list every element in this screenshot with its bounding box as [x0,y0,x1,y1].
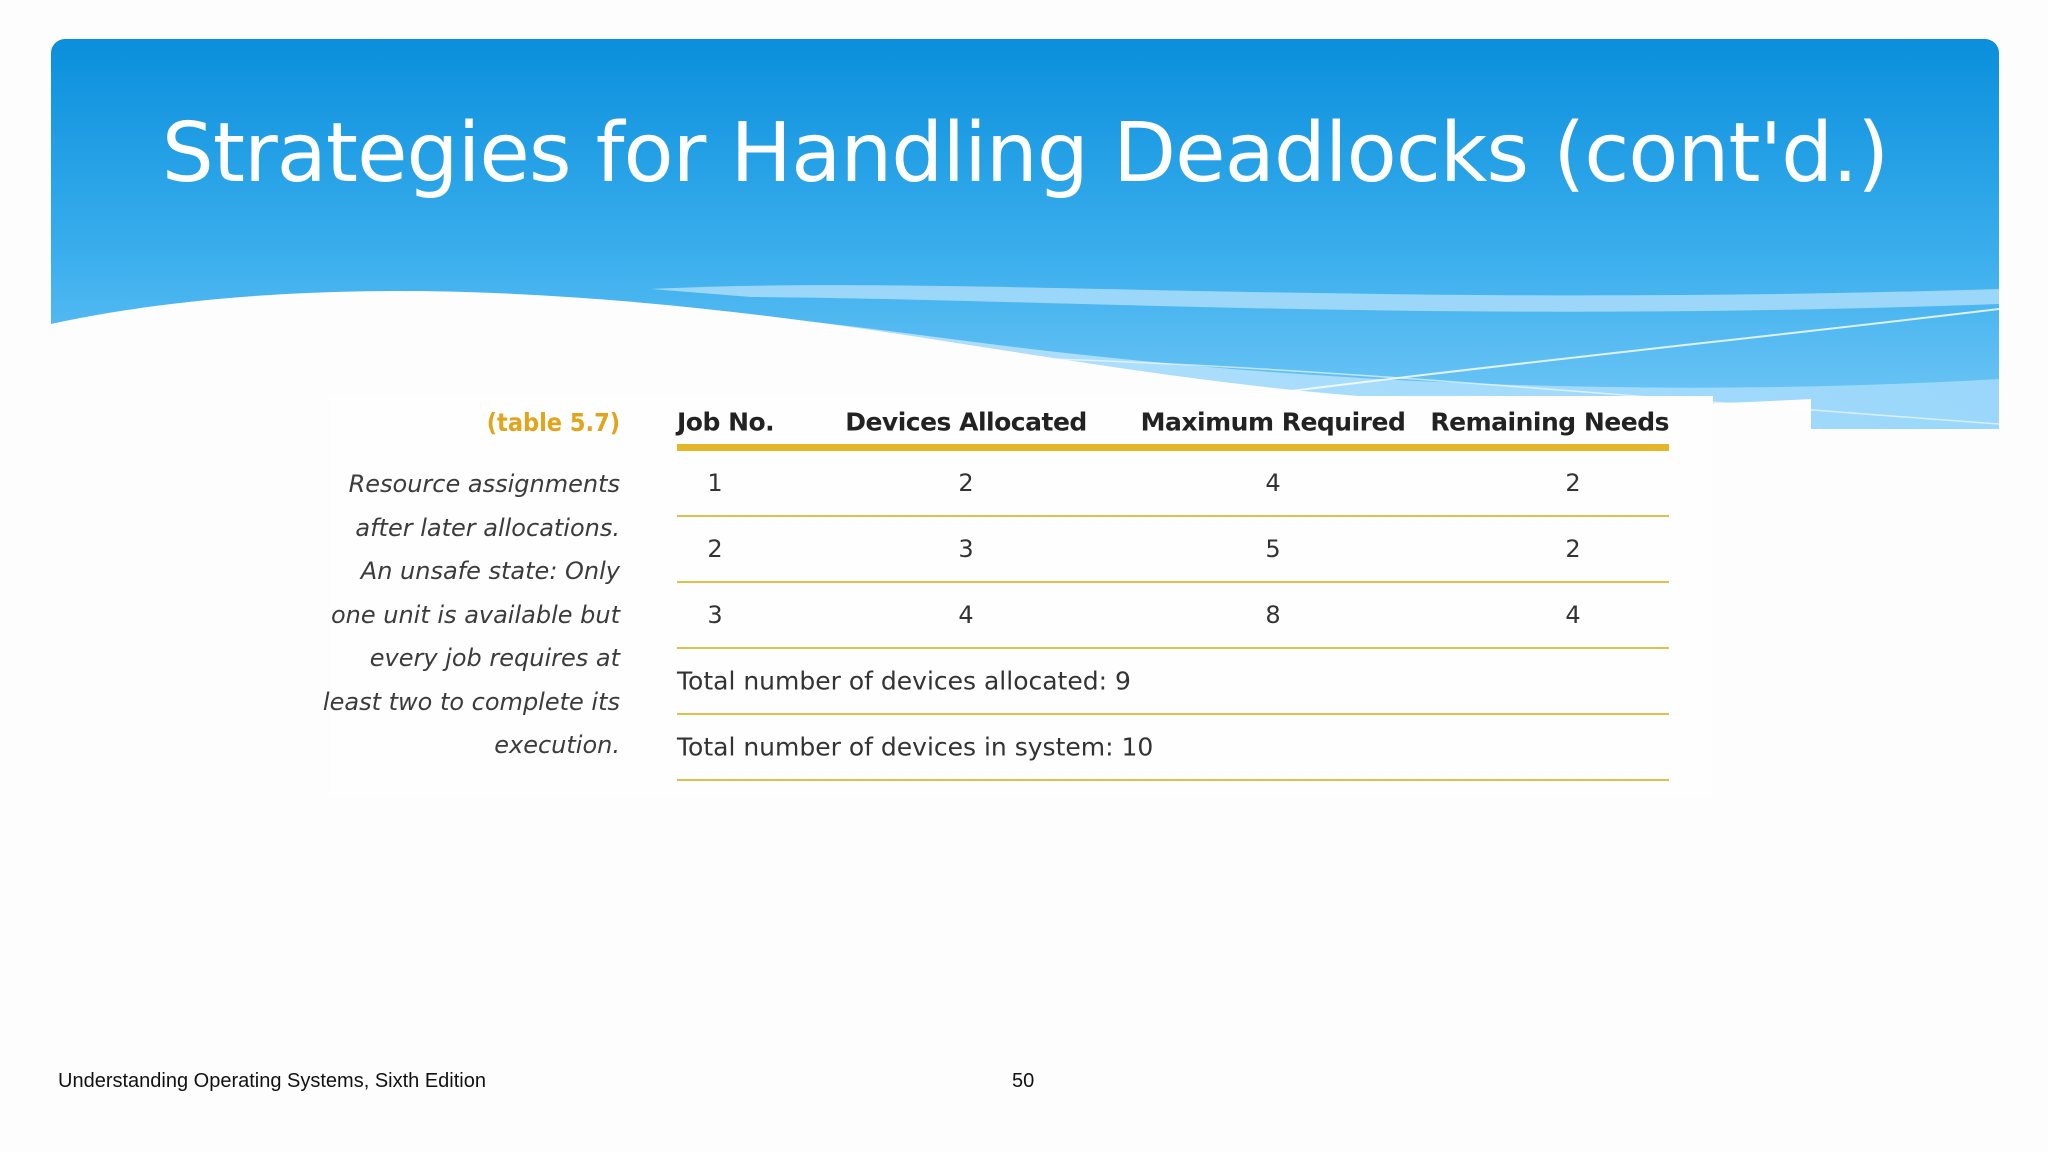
cell-maximum-required: 4 [1265,469,1281,497]
cell-job-no: 3 [707,601,723,629]
resource-table [677,400,1669,781]
cell-job-no: 1 [707,469,723,497]
table-header-row [677,400,1669,451]
header-maximum-required: Maximum Required [1140,407,1406,437]
total-allocated-text: Total number of devices allocated: 9 [677,666,1131,696]
footer-page-number: 50 [1012,1070,1035,1092]
table-row [677,517,1669,583]
table-row [677,583,1669,649]
cell-job-no: 2 [707,535,723,563]
title-banner [51,39,1999,429]
cell-maximum-required: 8 [1265,601,1281,629]
table-reference: (table 5.7) [486,408,620,437]
cell-devices-allocated: 2 [958,469,974,497]
cell-devices-allocated: 4 [958,601,974,629]
header-devices-allocated: Devices Allocated [845,407,1087,437]
total-system-text: Total number of devices in system: 10 [677,732,1154,762]
wave-background [51,39,1999,429]
cell-devices-allocated: 3 [958,535,974,563]
table-caption: Resource assignments after later allocations. An unsafe state: Only one unit is available but every job requires at least two to complete its execution. [322,470,620,759]
cell-remaining-needs: 2 [1565,535,1581,563]
header-remaining-needs: Remaining Needs [1430,407,1669,437]
total-system-row [677,715,1669,781]
footer-book-title: Understanding Operating Systems, Sixth Edition [58,1070,486,1092]
slide-title: Strategies for Handling Deadlocks (cont'd.) [161,106,1889,201]
cell-remaining-needs: 4 [1565,601,1581,629]
total-allocated-row [677,649,1669,715]
cell-maximum-required: 5 [1265,535,1281,563]
table-row [677,451,1669,517]
header-job-no: Job No. [677,407,775,437]
cell-remaining-needs: 2 [1565,469,1581,497]
